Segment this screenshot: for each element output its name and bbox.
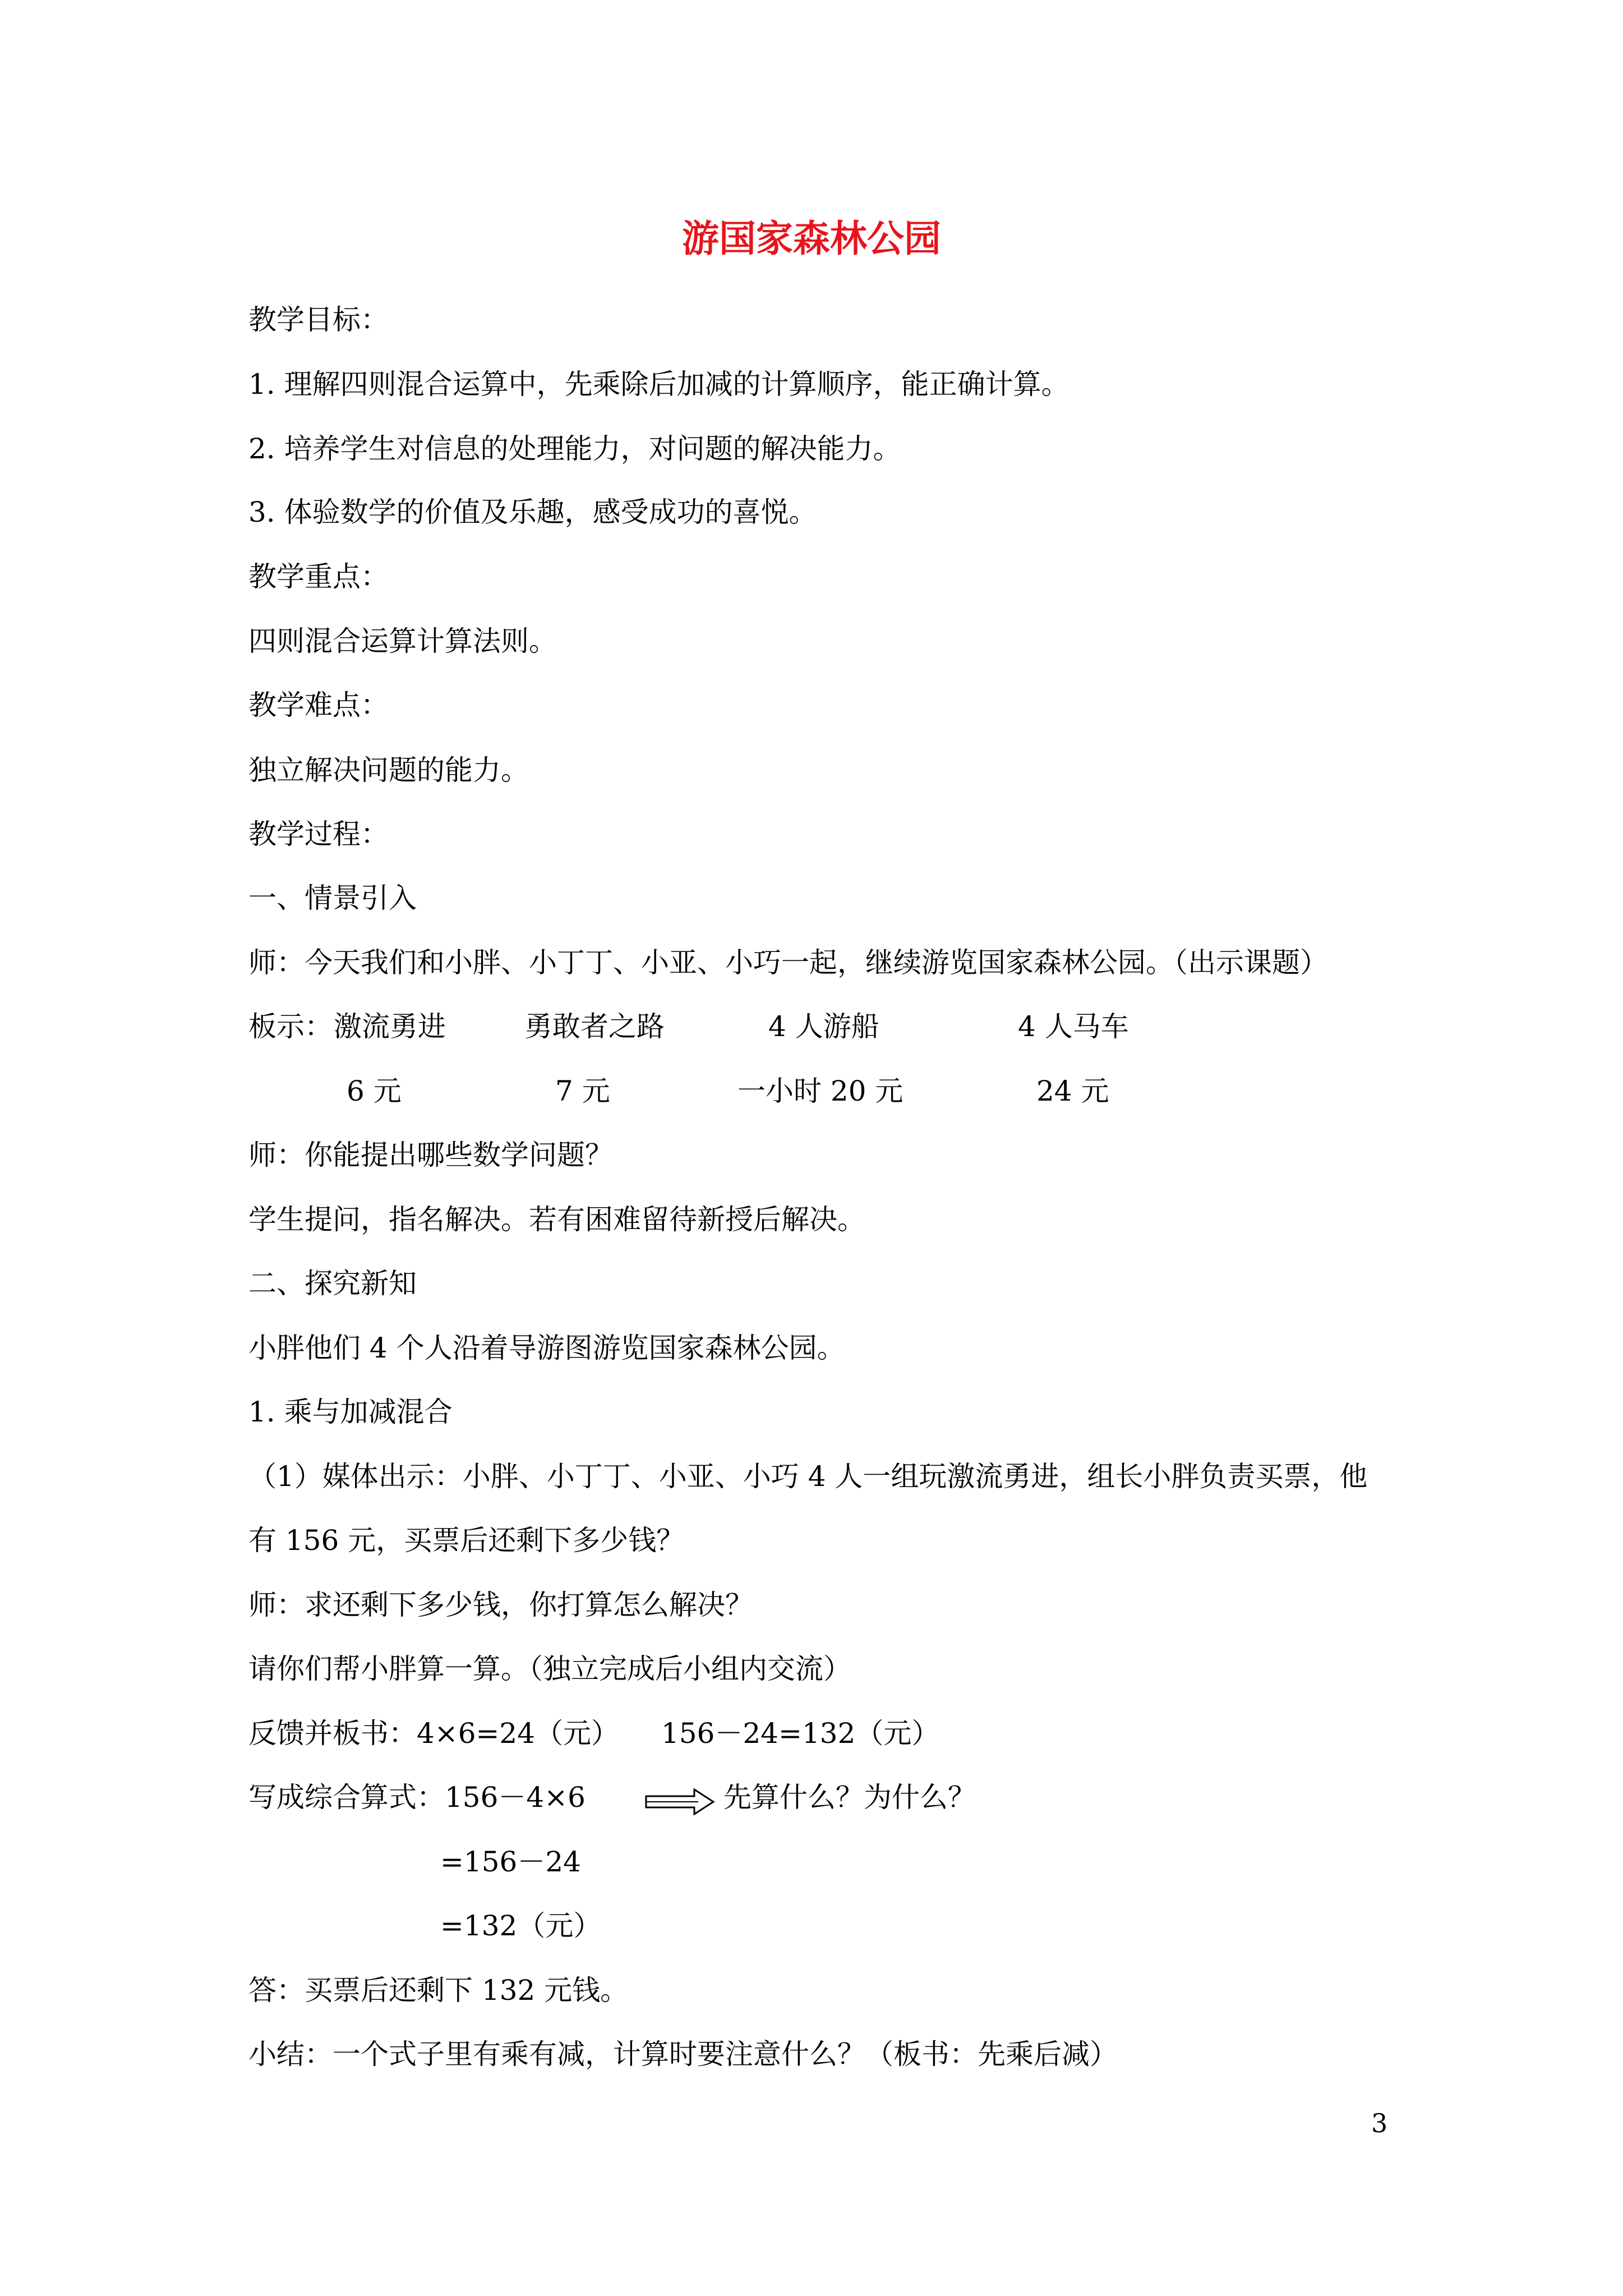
board-item-4: 4 人马车 — [1018, 1010, 1129, 1043]
intro-line: 小胖他们 4 个人沿着导游图游览国家森林公园。 — [248, 1332, 845, 1364]
board-price-3: 一小时 20 元 — [737, 1075, 903, 1107]
calc-step-1: =156－24 — [440, 1846, 581, 1878]
feedback-line: 反馈并板书：4×6=24（元） 156－24=132（元） — [248, 1717, 940, 1750]
teacher-line-1: 师：今天我们和小胖、小丁丁、小亚、小巧一起，继续游览国家森林公园。（出示课题） — [248, 946, 1328, 979]
media-line-2: 有 156 元，买票后还剩下多少钱？ — [248, 1524, 685, 1557]
goal-item-3: 3. 体验数学的价值及乐趣，感受成功的喜悦。 — [248, 496, 817, 528]
board-label: 板示： — [248, 1010, 333, 1043]
board-price-4: 24 元 — [1036, 1075, 1109, 1107]
double-arrow-icon — [645, 1788, 715, 1815]
page-title: 游国家森林公园 — [682, 217, 941, 260]
board-price-2: 7 元 — [555, 1075, 610, 1107]
goal-item-1: 1. 理解四则混合运算中，先乘除后加减的计算顺序，能正确计算。 — [248, 368, 1069, 401]
media-line-1: （1）媒体出示：小胖、小丁丁、小亚、小巧 4 人一组玩激流勇进，组长小胖负责买票，他 — [248, 1460, 1368, 1493]
teacher-line-3: 师：求还剩下多少钱，你打算怎么解决？ — [248, 1589, 753, 1621]
board-item-1: 激流勇进 — [334, 1010, 446, 1043]
students-line: 学生提问，指名解决。若有困难留待新授后解决。 — [248, 1203, 865, 1236]
summary-line: 小结：一个式子里有乘有减，计算时要注意什么？（板书：先乘后减） — [248, 2038, 1118, 2070]
board-item-3: 4 人游船 — [768, 1010, 879, 1043]
section-2-heading: 二、探究新知 — [248, 1267, 417, 1300]
ask-line: 请你们帮小胖算一算。（独立完成后小组内交流） — [248, 1653, 851, 1685]
calc-step-2: =132（元） — [440, 1910, 602, 1942]
key-points-heading: 教学重点： — [248, 560, 389, 593]
subsection-1-heading: 1. 乘与加减混合 — [248, 1396, 453, 1428]
combined-formula: 写成综合算式：156－4×6 — [248, 1781, 585, 1814]
goals-heading: 教学目标： — [248, 303, 389, 336]
difficulty-text: 独立解决问题的能力。 — [248, 754, 529, 786]
process-heading: 教学过程： — [248, 818, 389, 850]
board-item-2: 勇敢者之路 — [524, 1010, 665, 1043]
board-price-1: 6 元 — [347, 1075, 402, 1107]
answer-line: 答：买票后还剩下 132 元钱。 — [248, 1974, 629, 2007]
combined-question: 先算什么？为什么？ — [723, 1781, 976, 1814]
page-number: 3 — [1371, 2108, 1388, 2138]
teacher-line-2: 师：你能提出哪些数学问题？ — [248, 1139, 613, 1171]
key-points-text: 四则混合运算计算法则。 — [248, 625, 557, 657]
goal-item-2: 2. 培养学生对信息的处理能力，对问题的解决能力。 — [248, 432, 901, 465]
difficulty-heading: 教学难点： — [248, 689, 389, 721]
section-1-heading: 一、情景引入 — [248, 882, 417, 914]
